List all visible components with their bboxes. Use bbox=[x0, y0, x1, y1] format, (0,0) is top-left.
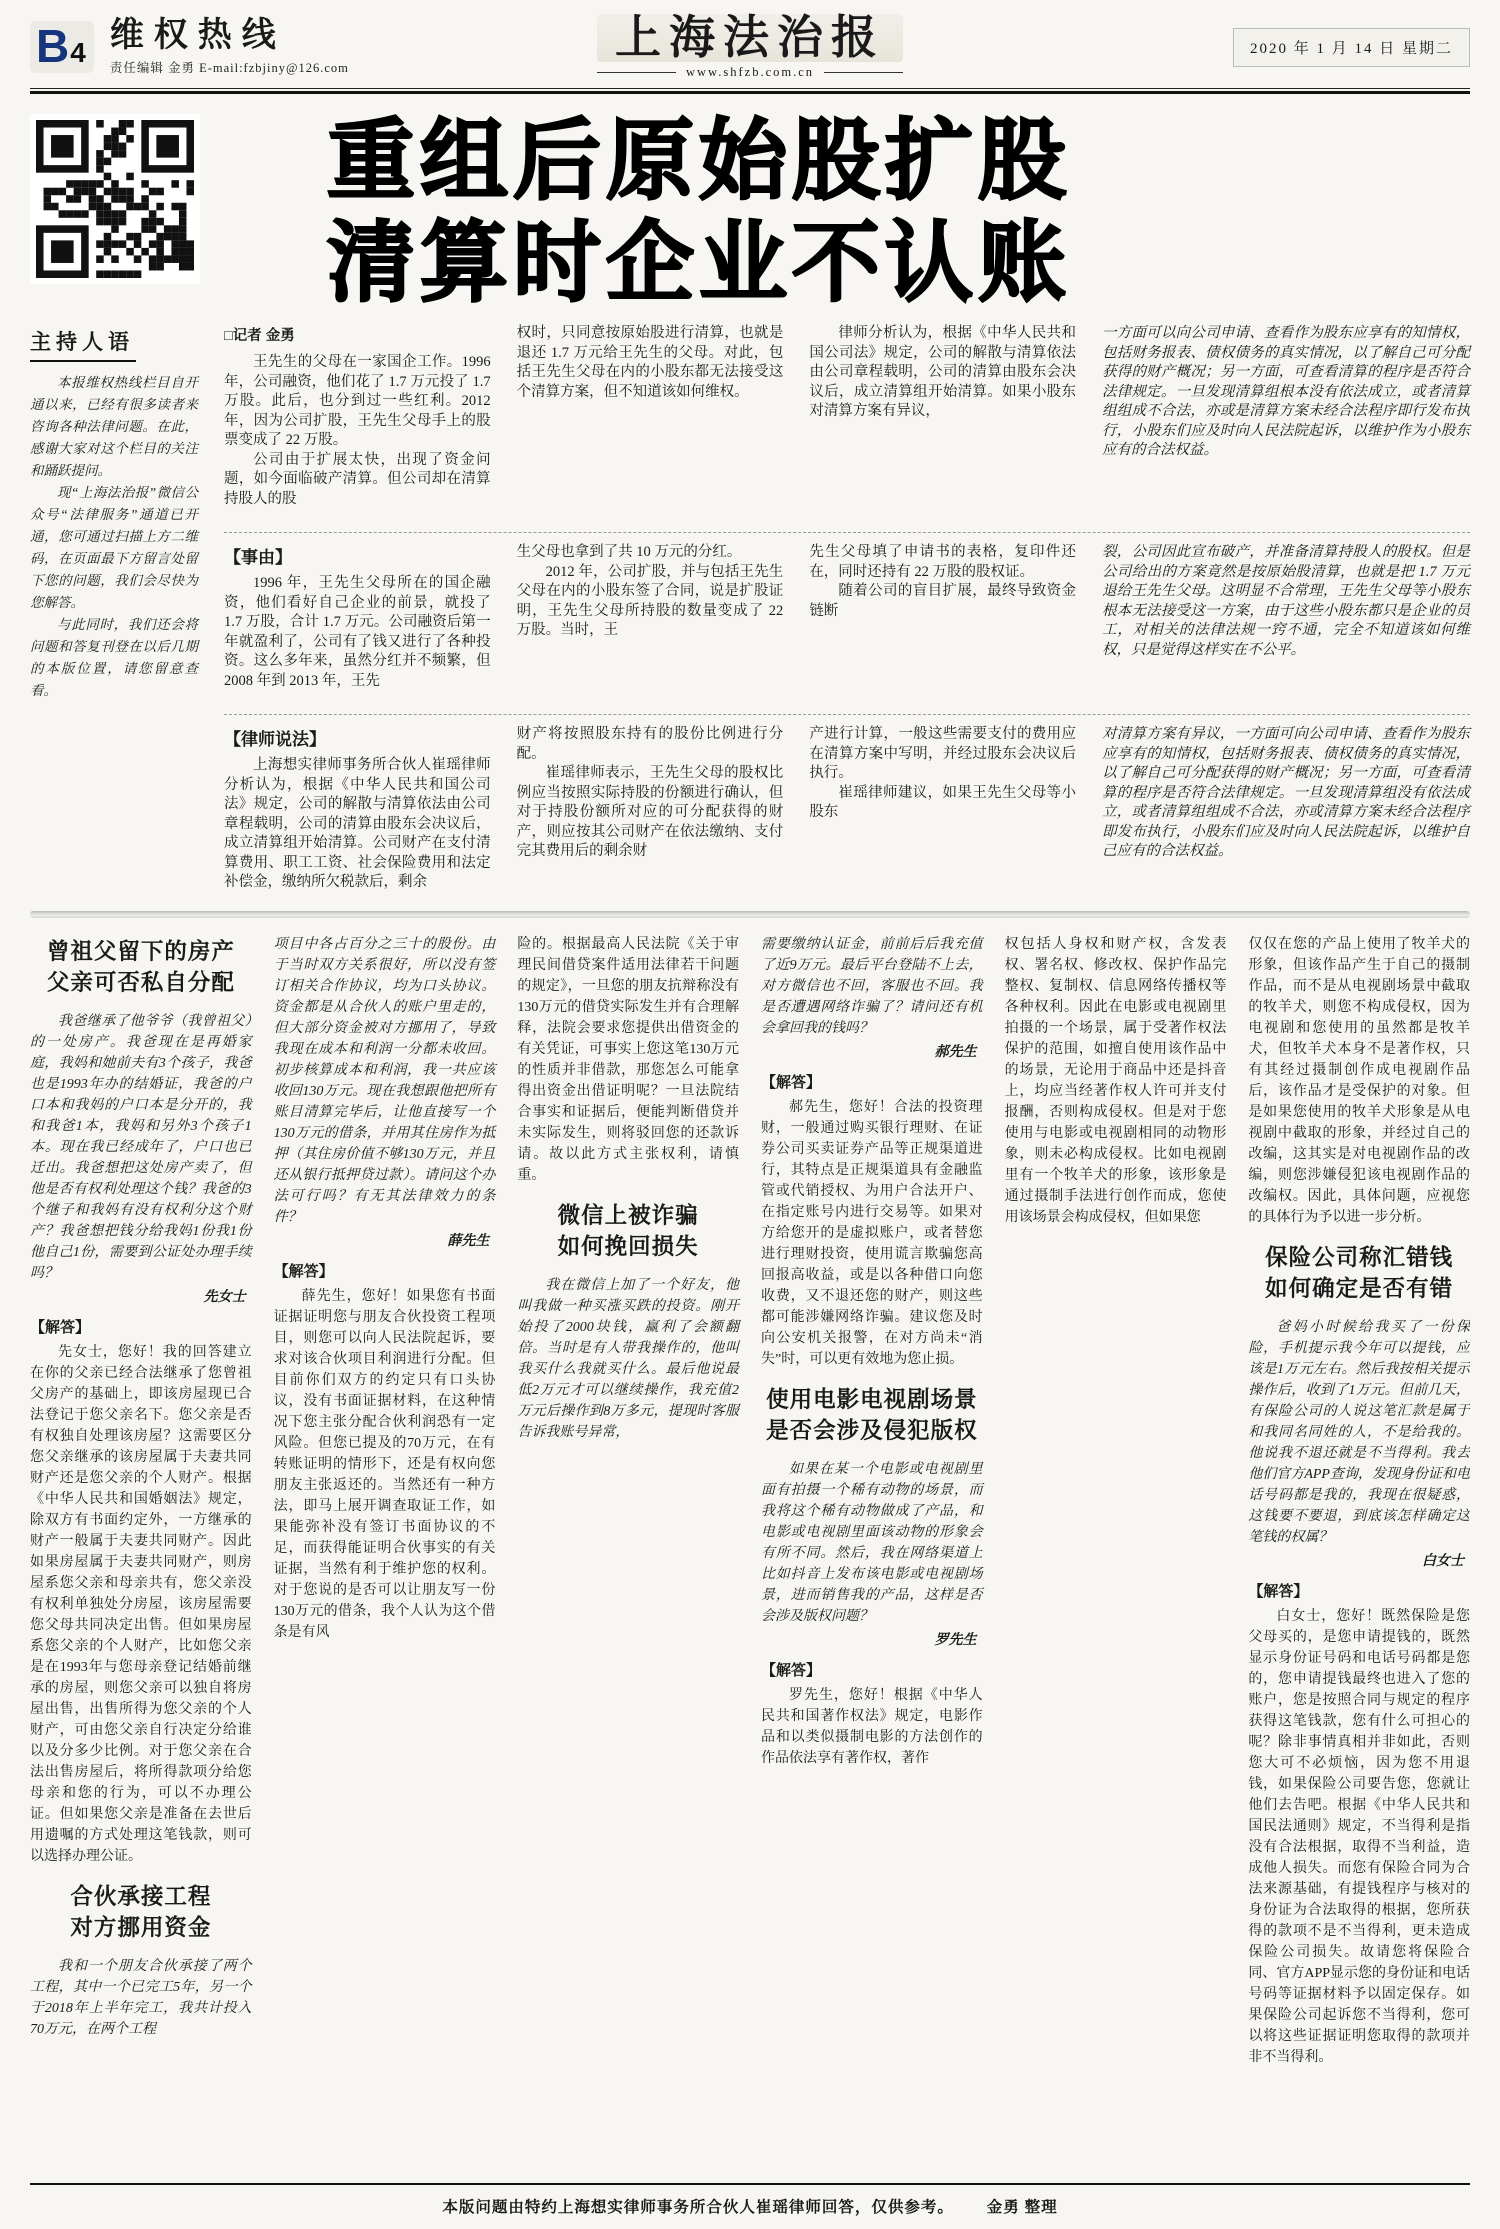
paragraph: 王先生的父母在一家国企工作。1996 年，公司融资，他们花了 1.7 万元投了 1.7 万股。此后，也分到过一些红利。2012 年，因为公司扩股，王先生父母手上的股票变成了 22 万股。 bbox=[224, 354, 491, 449]
paragraph: 2012 年，公司扩股，并与包括王先生父母在内的小股东签了合同，说是扩股证明，王先生父母所持股的数量变成了 22 万股。当时，王 bbox=[516, 563, 784, 639]
asker-signature: 白女士 bbox=[1422, 1553, 1464, 1569]
paragraph: 与此同时，我们还会将问题和答复刊登在以后几期的本版位置，请您留意查看。 bbox=[30, 617, 198, 699]
answer-label: 【解答】 bbox=[30, 1318, 91, 1336]
page-badge-number: 4 bbox=[70, 37, 86, 69]
answer-label: 【解答】 bbox=[273, 1262, 334, 1280]
paragraph: 崔瑶律师建议，如果王先生父母等小股东 bbox=[809, 784, 1076, 821]
section-divider bbox=[30, 911, 1470, 918]
paragraph: 公司由于扩展太快，出现了资金问题，如今面临破产清算。但公司却在清算持股人的股 bbox=[224, 451, 491, 507]
article-heading: 微信上被诈骗 如何挽回损失 bbox=[557, 1202, 699, 1260]
lead-column-2 bbox=[517, 324, 784, 520]
header-left bbox=[30, 18, 597, 76]
shiyou-column-1 bbox=[224, 543, 491, 691]
lead-column-4 bbox=[1102, 324, 1470, 520]
answer-paragraph: 先女士，您好！我的回答建立在你的父亲已经合法继承了您曾祖父房产的基础上，即该房屋现已合法登记于您父亲名下。您父亲是否有权独自处理该房屋？这需要区分您父亲继承的该房屋属于夫妻共同财产还是您父亲的个人财产。根据《中华人民共和国婚姻法》规定，除双方有书面约定外，一方继承的财产一般属于夫妻共同财产。因此如果房屋属于夫妻共同财产，则房屋系您父亲和母亲共有，您父亲没有权利单独处分房屋，该房屋需要您父母共同决定出售。但如果房屋系您父亲的个人财产，比如您父亲是在1993年与您母亲登记结婚前继承的房屋，则您父亲可以独自将房屋出售，出售所得为您父亲的个人财产，可由您父亲自行决定分给谁以及分多少比例。对于您父亲在合法出售房屋后，将所得款项分给您母亲和您的行为，可以不办理公证。但如果您父亲是准备在去世后用遗嘱的方式处理这笔钱款，则可以选择办理公证。 bbox=[30, 1344, 252, 1864]
editor-line: 责任编辑 金勇 E-mail:fzbjiny@126.com bbox=[109, 60, 349, 75]
paragraph: 财产将按照股东持有的股份比例进行分配。 bbox=[516, 726, 784, 762]
lvshi-column-1 bbox=[224, 725, 491, 893]
upper-article-grid bbox=[30, 324, 1470, 893]
article-heading: 合伙承接工程 对方挪用资金 bbox=[70, 1883, 212, 1941]
qr-code bbox=[30, 114, 200, 284]
section-title: 维权热线 bbox=[109, 16, 286, 55]
answer-label: 【解答】 bbox=[761, 1661, 822, 1679]
headline-line-1: 重组后原始股扩股 bbox=[326, 111, 1071, 211]
paragraph: 随着公司的盲目扩展，最终导致资金链断 bbox=[809, 583, 1076, 619]
page-badge-letter: B bbox=[36, 20, 70, 73]
header-titles bbox=[110, 18, 349, 76]
paragraph: 现“上海法治报”微信公众号“法律服务”通道已开通，您可通过扫描上方二维码，在页面最下方留言处留下您的问题，我们会尽快为您解答。 bbox=[30, 485, 198, 611]
shiyou-heading: 【事由】 bbox=[224, 548, 292, 568]
qa-column-2 bbox=[274, 934, 496, 2173]
lvshi-column-4 bbox=[1102, 725, 1470, 893]
answer-paragraph: 罗先生，您好！根据《中华人民共和国著作权法》规定，电影作品和以类似摄制电影的方法创作的作品依法享有著作权，著作 bbox=[761, 1687, 983, 1766]
asker-signature: 罗先生 bbox=[934, 1632, 977, 1648]
paragraph: 崔瑶律师表示，王先生父母的股权比例应当按照实际持股的份额进行确认，但对于持股份额所对应的可分配获得的财产，则应按其公司财产在依法缴纳、支付完其费用后的剩余财 bbox=[516, 765, 784, 860]
asker-signature: 郝先生 bbox=[934, 1044, 977, 1060]
question-paragraph: 需要缴纳认证金，前前后后我充值了近9万元。最后平台登陆不上去，对方微信也不回，客服也不回。我是否遭遇网络诈骗了？请问还有机会拿回我的钱吗？ bbox=[761, 936, 983, 1036]
header-center bbox=[597, 14, 903, 80]
byline: □记者 金勇 bbox=[224, 328, 295, 345]
shiyou-column-2 bbox=[517, 543, 784, 691]
shiyou-column-1-body bbox=[224, 574, 491, 691]
paragraph: 本报维权热线栏目自开通以来，已经有很多读者来咨询各种法律问题。在此，感谢大家对这个栏目的关注和踊跃提问。 bbox=[30, 375, 198, 479]
headline-line-2: 清算时企业不认账 bbox=[326, 213, 1071, 313]
answer-label: 【解答】 bbox=[1248, 1582, 1309, 1600]
paragraph: 律师分析认为，根据《中华人民共和国公司法》规定，公司的解散与清算依法由公司章程载明，公司的清算由股东会决议后，成立清算组开始清算。如果小股东对清算方案有异议， bbox=[809, 325, 1076, 420]
paragraph: 一方面可以向公司申请、查看作为股东应享有的知情权，包括财务报表、债权债务的真实情况，以了解自己可分配获得的财产概况；另一方面，可查看清算的程序是否符合法律规定。一旦发现清算组根本没有依法成立，或者清算组组成不合法，亦或是清算方案未经合法程序即行发布执行，小股东们应及时向人民法院起诉，以维护作为小股东应有的合法权益。 bbox=[1101, 325, 1470, 459]
newspaper-masthead: 上海法治报 bbox=[597, 14, 903, 62]
footer-note: 本版问题由特约上海想实律师事务所合伙人崔瑶律师回答，仅供参考。 bbox=[442, 2199, 954, 2216]
lvshi-column-1-body bbox=[224, 756, 491, 893]
question-paragraph: 爸妈小时候给我买了一份保险，手机提示我今年可以提钱，应该是1万元左右。然后我按相关提示操作后，收到了1万元。但前几天，有保险公司的人说这笔汇款是属于和我同名同姓的人，不是给我的。他说我不退还就是不当得利。我去他们官方APP查询，发现身份证和电话号码都是我的，我现在很疑惑，这钱要不要退，到底该怎样确定这笔钱的权属？ bbox=[1248, 1319, 1470, 1545]
paragraph: 产进行计算，一般这些需要支付的费用应在清算方案中写明，并经过股东会决议后执行。 bbox=[809, 726, 1076, 782]
answer-label: 【解答】 bbox=[761, 1073, 822, 1091]
paragraph: 1996 年，王先生父母所在的国企融资，他们看好自己企业的前景，就投了 1.7 万股，合计 1.7 万元。公司融资后第一年就盈利了，公司有了钱又进行了各种投资。这么多年来，虽然分红并不频繁，但 2008 年到 2013 年，王先 bbox=[224, 575, 491, 689]
question-paragraph: 我和一个朋友合伙承接了两个工程，其中一个已完工5年，另一个于2018年上半年完工，我共计投入70万元，在两个工程 bbox=[30, 1958, 252, 2037]
issue-date: 2020 年 1 月 14 日 星期二 bbox=[1233, 28, 1470, 67]
header-rule bbox=[30, 91, 1470, 94]
host-note-body bbox=[30, 372, 198, 702]
lvshi-section bbox=[224, 714, 1470, 893]
lvshi-column-2 bbox=[517, 725, 784, 893]
answer-paragraph: 郝先生，您好！合法的投资理财，一般通过购买银行理财、在证券公司买卖证券产品等正规渠道进行，其特点是正规渠道具有金融监管或代销授权、为用户合法开户、在指定账号内进行交易等。如果对方给您开的是虚拟账户，或者替您进行理财投资，使用谎言欺骗您高回报高收益，或是以各种借口向您收费，又不退还您的财产，则这些都可能涉嫌网络诈骗。建议您及时向公安机关报警，在对方尚未“消失”时，可以更有效地为您止损。 bbox=[761, 1099, 983, 1367]
answer-paragraph: 权包括人身权和财产权，含发表权、署名权、修改权、保护作品完整权、复制权、信息网络传播权等各种权利。因此在电影或电视剧里拍摄的一个场景，属于受著作权法保护的范围，如擅自使用该作品中的场景，无论用于商品中还是抖音上，均应当经著作权人许可并支付报酬，否则构成侵权。但是对于您使用与电影或电视剧相同的动物形象，则未必构成侵权。比如电视剧里有一个牧羊犬的形象，该形象是通过摄制手法进行创作而成，您使用该场景会构成侵权，但如果您 bbox=[1004, 936, 1227, 1225]
answer-paragraph: 仅仅在您的产品上使用了牧羊犬的形象，但该作品产生于自己的摄制作品，而不是从电视剧场景中截取的牧羊犬，则您不构成侵权，因为电视剧和您使用的虽然都是牧羊犬，但牧羊犬本身不是著作权，只有其经过摄制创作成电视剧作品后，该作品才是受保护的对象。但是如果您使用的牧羊犬形象是从电视剧中截取的形象，并经过自己的改编，这其实是对电视剧作品的改编，则您涉嫌侵犯该电视剧作品的改编权。因此，具体问题，应视您的具体行为予以进一步分析。 bbox=[1248, 936, 1470, 1225]
asker-signature: 先女士 bbox=[203, 1289, 246, 1305]
lvshi-heading: 【律师说法】 bbox=[224, 730, 326, 750]
paragraph: 对清算方案有异议，一方面可向公司申请、查看作为股东应享有的知情权，包括财务报表、债权债务的真实情况，以了解自己可分配获得的财产概况；另一方面，可查看清算的程序是否符合法律规定。一旦发现清算组没有依法成立，或者清算组组成不合法，亦或清算方案未经合法程序即发布执行，小股东们应及时向人民法院起诉，以维护自己应有的合法权益。 bbox=[1101, 726, 1470, 860]
header-right bbox=[903, 28, 1470, 67]
paragraph: 权时，只同意按原始股进行清算，也就是退还 1.7 万元给王先生的父母。对此，包括王先生父母在内的小股东都无法接受这个清算方案，但不知道该如何维权。 bbox=[516, 325, 784, 400]
footer-credit: 金勇 整理 bbox=[986, 2199, 1058, 2216]
article-heading: 保险公司称汇错钱 如何确定是否有错 bbox=[1265, 1244, 1454, 1302]
qa-column-1 bbox=[30, 934, 252, 2173]
article-heading: 曾祖父留下的房产 父亲可否私自分配 bbox=[46, 938, 235, 996]
lead-column-1 bbox=[224, 324, 491, 520]
qa-section bbox=[30, 934, 1470, 2173]
asker-signature: 薛先生 bbox=[447, 1233, 490, 1249]
main-headline bbox=[228, 110, 1470, 314]
lead-column-1-body bbox=[224, 353, 491, 509]
answer-paragraph: 白女士，您好！既然保险是您父母买的，是您申请提钱的，既然显示身份证号码和电话号码都是您的，您申请提钱最终也进入了您的账户，您是按照合同与规定的程序获得这笔钱款，您有什么可担心的呢？除非事情真相并非如此，否则您大可不必烦恼，因为您不用退钱，如果保险公司要告您，您就让他们去告吧。根据《中华人民共和国民法通则》规定，不当得利是指没有合法根据，取得不当利益，造成他人损失。而您有保险合同为合法来源基础，有提钱程序与核对的身份证为合法取得的根据，您所获得的款项不是不当得利，更未造成保险公司损失。故请您将保险合同、官方APP显示您的身份证和电话号码等证据材料予以固定保存。如果保险公司起诉您不当得利，您可以将这些证据证明您取得的款项并非不当得利。 bbox=[1248, 1608, 1470, 2065]
host-note-title: 主持人语 bbox=[30, 326, 136, 362]
page-footer bbox=[30, 2183, 1470, 2229]
paragraph: 裂，公司因此宣布破产，并准备清算持股人的股权。但是公司给出的方案竟然是按原始股清算，也就是把 1.7 万元退给王先生父母。这明显不合常理，王先生父母等小股东根本无法接受这一方案，由于这些小股东都只是企业的员工，对相关的法律法规一窍不通，完全不知道该如何维权，只是觉得这样实在不公平。 bbox=[1101, 544, 1470, 658]
lvshi-column-3 bbox=[809, 725, 1076, 893]
question-paragraph: 我在微信上加了一个好友，他叫我做一种买涨买跌的投资。刚开始投了2000块钱，赢利了会额翻倍。当时是有人带我操作的，他叫我买什么我就买什么。最后他说最低2万元才可以继续操作，我充值2万元后操作到8万多元，提现时客服告诉我账号异常， bbox=[517, 1277, 739, 1440]
paragraph: 上海想实律师事务所合伙人崔瑶律师分析认为，根据《中华人民共和国公司法》规定，公司的解散与清算依法由公司章程载明，公司的清算由股东会决议后，成立清算组开始清算。公司财产在支付清算费用、职工工资、社会保险费用和法定补偿金，缴纳所欠税款后，剩余 bbox=[224, 757, 491, 891]
answer-paragraph: 险的。根据最高人民法院《关于审理民间借贷案件适用法律若干问题的规定》，一旦您的朋友抗辩称没有130万元的借贷实际发生并有合理解释，法院会要求您提供出借资金的有关凭证，可事实上您这笔130万元的性质并非借款，那您怎么可能拿得出资金出借证明呢？一旦法院结合事实和证据后，便能判断借贷并未实际发生，则将驳回您的还款诉请。故以此方式主张权利，请慎重。 bbox=[517, 936, 739, 1183]
answer-paragraph: 薛先生，您好！如果您有书面证据证明您与朋友合伙投资工程项目，则您可以向人民法院起诉，要求对该合伙项目利润进行分配。但目前你们双方的约定只有口头协议，没有书面证据材料，在这种情况下您主张分配合伙利润恐有一定风险。但您已提及的70万元，在有转账证明的情形下，还是有权向您朋友主张返还的。当然还有一种方法，即马上展开调查取证工作，如果能弥补没有签订书面协议的不足，而获得能证明合伙事实的有关证据，当然有利于维护您的权利。对于您说的是否可以让朋友写一份130万元的借条，我个人认为这个借条是有风 bbox=[273, 1288, 496, 1640]
qa-column-6 bbox=[1248, 934, 1470, 2173]
page-header bbox=[30, 10, 1470, 89]
qa-column-5 bbox=[1005, 934, 1227, 2173]
host-note bbox=[30, 324, 198, 702]
shiyou-column-4 bbox=[1102, 543, 1470, 691]
paragraph: 生父母也拿到了共 10 万元的分红。 bbox=[516, 544, 742, 561]
paragraph: 先生父母填了申请书的表格，复印件还在，同时还持有 22 万股的股权证。 bbox=[809, 544, 1076, 580]
newspaper-website: www.shfzb.com.cn bbox=[597, 65, 903, 80]
question-paragraph: 我爸继承了他爷爷（我曾祖父）的一处房产。我爸现在是再婚家庭，我妈和她前夫有3个孩子，我爸也是1993年办的结婚证，我爸的户口本和我妈的户口本是分开的，我和我爸1本，我妈和另外3个孩子1本。现在我已经成年了，户口也已迁出。我爸想把这处房产卖了，但他是否有权利处理这个钱？我爸的3个继子和我妈有没有权利分这个财产？我爸想把钱分给我妈1份我1份他自己1份，需要到公证处办理手续吗？ bbox=[30, 1013, 252, 1281]
qa-column-3 bbox=[517, 934, 739, 2173]
page-number-badge bbox=[30, 21, 94, 73]
qa-column-4 bbox=[761, 934, 983, 2173]
question-paragraph: 项目中各占百分之三十的股份。由于当时双方关系很好，所以没有签订相关合作协议，均为口头协议。资金都是从合伙人的账户里走的，但大部分资金被对方挪用了，导致我现在成本和利润一分都未收回。初步核算成本和利润，我一共应该收回130万元。现在我想跟他把所有账目清算完毕后，让他直接写一个130万元的借条，并用其住房作为抵押（其住房价值不够130万元，并且还从银行抵押贷过款）。请问这个办法可行吗？有无其法律效力的条件？ bbox=[273, 936, 496, 1225]
article-heading: 使用电影电视剧场景 是否会涉及侵犯版权 bbox=[766, 1386, 978, 1444]
shiyou-section bbox=[224, 532, 1470, 702]
question-paragraph: 如果在某一个电影或电视剧里面有拍摄一个稀有动物的场景，而我将这个稀有动物做成了产品，和电影或电视剧里面该动物的形象会有所不同。然后，我在网络渠道上比如抖音上发布该电影或电视剧场景，进而销售我的产品，这样是否会涉及版权问题？ bbox=[761, 1461, 983, 1624]
headline-area bbox=[30, 110, 1470, 314]
shiyou-column-3 bbox=[809, 543, 1076, 691]
lead-column-3 bbox=[809, 324, 1076, 520]
